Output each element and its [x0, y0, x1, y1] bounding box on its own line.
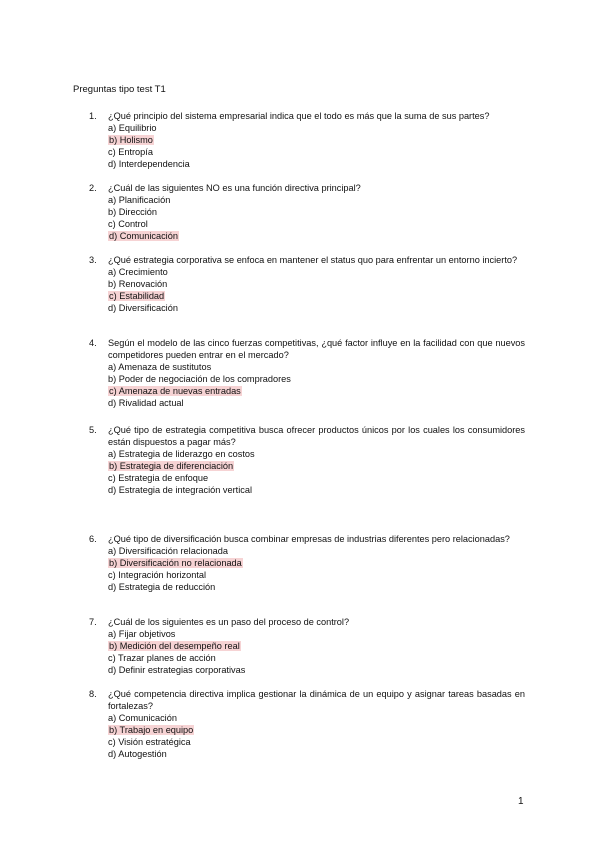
option-c: c) Trazar planes de acción: [108, 653, 216, 663]
option-d: d) Definir estrategias corporativas: [108, 665, 246, 675]
option-c-highlighted: c) Estabilidad: [109, 291, 165, 301]
option-a: a) Fijar objetivos: [108, 629, 176, 639]
option-d: d) Interdependencia: [108, 159, 190, 169]
question-text: ¿Qué estrategia corporativa se enfoca en mantener el status quo para enfrentar un entorno incierto?: [108, 255, 518, 265]
question-2: [89, 182, 525, 242]
option-d-highlighted: d) Comunicación: [109, 231, 178, 241]
option-a: a) Estrategia de liderazgo en costos: [108, 449, 255, 459]
question-number: 2.: [89, 183, 97, 193]
option-c: c) Visión estratégica: [108, 737, 191, 747]
page-number: 1: [518, 796, 524, 807]
question-number: 5.: [89, 425, 97, 435]
question-7: [89, 616, 525, 676]
option-a: a) Equilibrio: [108, 123, 157, 133]
question-number: 3.: [89, 255, 97, 265]
option-b-highlighted: b) Medición del desempeño real: [109, 641, 240, 651]
question-text: ¿Qué tipo de diversificación busca combinar empresas de industrias diferentes pero relacionadas?: [108, 534, 510, 544]
option-c-highlighted: c) Amenaza de nuevas entradas: [109, 386, 241, 396]
option-b: b) Renovación: [108, 279, 168, 289]
option-b: b) Poder de negociación de los compradores: [108, 374, 291, 384]
option-a: a) Comunicación: [108, 713, 177, 723]
option-a: a) Diversificación relacionada: [108, 546, 229, 556]
option-d: d) Estrategia de reducción: [108, 582, 216, 592]
question-1: [89, 110, 525, 170]
option-a: a) Amenaza de sustitutos: [108, 362, 212, 372]
document-title: Preguntas tipo test T1: [73, 84, 166, 95]
question-number: 1.: [89, 111, 97, 121]
question-text: ¿Qué tipo de estrategia competitiva busca ofrecer productos únicos por los cuales los consumidores están dispuestos a pagar más?: [108, 425, 525, 447]
question-text: ¿Cuál de las siguientes NO es una función directiva principal?: [108, 183, 361, 193]
option-d: d) Estrategia de integración vertical: [108, 485, 253, 495]
option-c: c) Integración horizontal: [108, 570, 207, 580]
question-number: 6.: [89, 534, 97, 544]
question-text: ¿Cuál de los siguientes es un paso del proceso de control?: [108, 617, 350, 627]
question-text: ¿Qué principio del sistema empresarial indica que el todo es más que la suma de sus partes?: [108, 111, 490, 121]
question-5: [89, 424, 525, 496]
option-b-highlighted: b) Estrategia de diferenciación: [109, 461, 234, 471]
option-d: d) Diversificación: [108, 303, 178, 313]
option-b-highlighted: b) Trabajo en equipo: [109, 725, 194, 735]
option-a: a) Planificación: [108, 195, 171, 205]
option-d: d) Autogestión: [108, 749, 167, 759]
question-text: Según el modelo de las cinco fuerzas competitivas, ¿qué factor influye en la facilidad con que nuevos competidores pueden entrar en el mercado?: [108, 338, 525, 360]
question-number: 8.: [89, 689, 97, 699]
option-b-highlighted: b) Holismo: [109, 135, 153, 145]
question-number: 4.: [89, 338, 97, 348]
question-number: 7.: [89, 617, 97, 627]
question-4: [89, 337, 525, 409]
option-b: b) Dirección: [108, 207, 158, 217]
option-c: c) Estrategia de enfoque: [108, 473, 209, 483]
question-text: ¿Qué competencia directiva implica gestionar la dinámica de un equipo y asignar tareas basadas en fortalezas?: [108, 689, 525, 711]
option-b-highlighted: b) Diversificación no relacionada: [109, 558, 242, 568]
question-6: [89, 533, 525, 593]
option-c: c) Control: [108, 219, 148, 229]
option-a: a) Crecimiento: [108, 267, 168, 277]
question-3: [89, 254, 525, 314]
option-d: d) Rivalidad actual: [108, 398, 184, 408]
question-8: [89, 688, 525, 760]
option-c: c) Entropía: [108, 147, 153, 157]
